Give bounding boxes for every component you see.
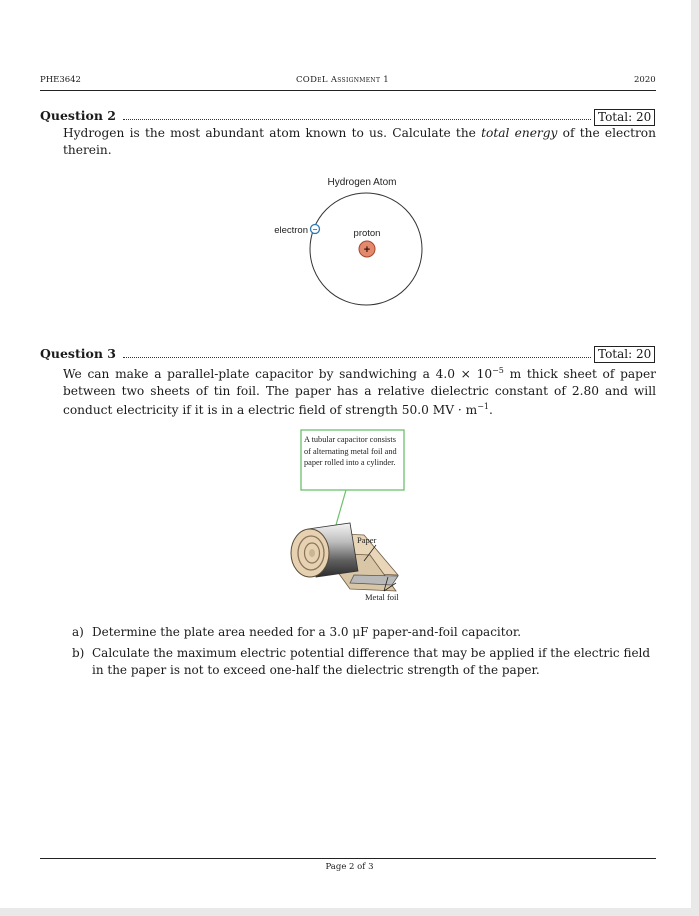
header-title: CODeL Assignment 1 (296, 75, 389, 85)
part-b-label: b) (72, 646, 85, 660)
question-3-total: Total: 20 (594, 346, 655, 363)
question-3-title: Question 3 (40, 346, 116, 361)
question-3-exponent-2: −1 (477, 402, 489, 412)
question-2-total: Total: 20 (594, 109, 655, 126)
header-rule (40, 90, 656, 91)
question-3-text-part-2: m thick sheet of paper between two sheets of tin foil. The paper has a relative dielectric constant of 2.80 and will conduct electricity if it is in a electric field of strength 50.0 MV · m (63, 367, 656, 418)
paper-label: Paper (357, 535, 377, 545)
part-a-label: a) (72, 625, 84, 639)
question-3-part-b (72, 645, 656, 678)
question-2-text-emphasis: total energy (481, 126, 558, 140)
page-number: Page 2 of 3 (325, 862, 374, 872)
tubular-capacitor-figure (280, 425, 430, 607)
footer-rule (40, 858, 656, 859)
electron-sign: − (312, 225, 318, 234)
question-2-title: Question 2 (40, 108, 116, 123)
question-2-text (63, 125, 656, 158)
callout-pointer (336, 490, 346, 525)
question-3-part-a (72, 624, 656, 641)
hydrogen-atom-figure (260, 170, 460, 315)
part-b-text: Calculate the maximum electric potential difference that may be applied if the electric field in the paper is not to exceed one-half the dielectric strength of the paper. (92, 646, 651, 677)
header-year: 2020 (634, 75, 656, 85)
callout-text: A tubular capacitor consists of alternating metal foil and paper rolled into a cylinder. (304, 435, 397, 467)
header-course-code: PHE3642 (40, 75, 81, 85)
question-3-text (63, 363, 656, 419)
proton-label: proton (353, 228, 381, 239)
part-a-text: Determine the plate area needed for a 3.0 μF paper-and-foil capacitor. (92, 625, 522, 639)
electron-label: electron (274, 225, 308, 236)
question-3-text-part-3: . (489, 403, 493, 418)
metal-foil-layer (350, 575, 398, 585)
question-3-exponent-1: −5 (492, 366, 504, 375)
question-2-text-end: of the electron therein. (63, 126, 656, 157)
question-2-text-start: Hydrogen is the most abundant atom known to us. Calculate the (63, 126, 482, 140)
metal-foil-label: Metal foil (365, 592, 399, 602)
figure-title: Hydrogen Atom (327, 177, 397, 188)
proton-sign: + (363, 244, 371, 256)
question-2-leader-dots (123, 119, 591, 120)
roll-core (309, 549, 315, 557)
callout-text-container (304, 434, 402, 489)
question-3-leader-dots (123, 357, 591, 358)
question-3-text-part-1: We can make a parallel-plate capacitor by sandwiching a 4.0 × 10 (63, 367, 493, 382)
